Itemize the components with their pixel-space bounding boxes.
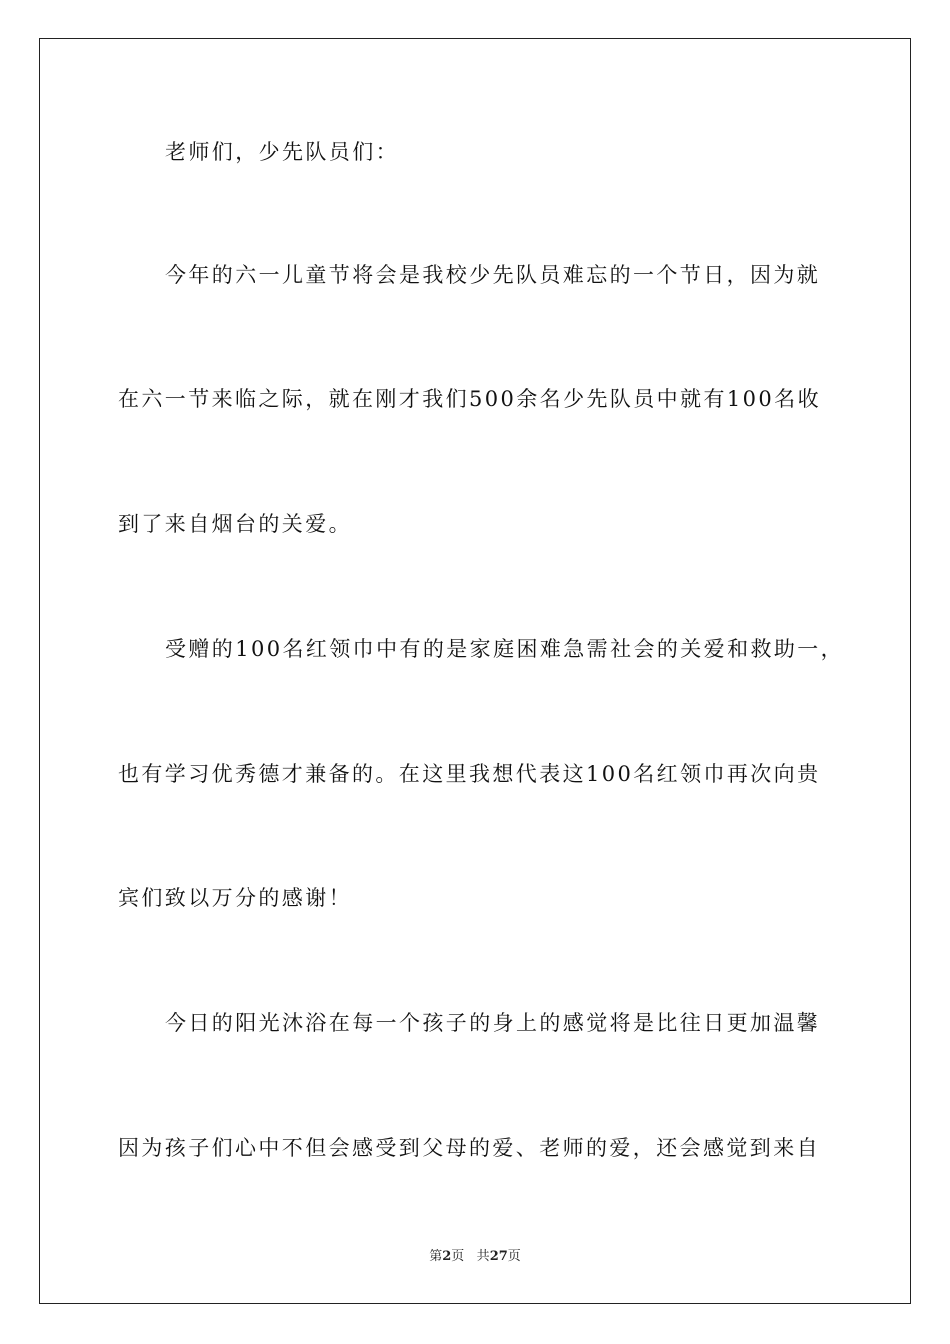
text-line-1: 老师们，少先队员们： xyxy=(165,140,399,164)
page-suffix: 页 xyxy=(451,1249,465,1264)
text-line-6: 也有学习优秀德才兼备的。在这里我想代表这100名红领巾再次向贵 xyxy=(118,762,821,786)
text-line-8: 今日的阳光沐浴在每一个孩子的身上的感觉将是比往日更加温馨 xyxy=(165,1011,821,1035)
page-number: 2 xyxy=(442,1249,452,1264)
total-pages: 27 xyxy=(489,1249,508,1264)
text-line-9: 因为孩子们心中不但会感受到父母的爱、老师的爱，还会感觉到来自 xyxy=(118,1136,820,1160)
total-suffix: 页 xyxy=(507,1249,521,1264)
text-line-7: 宾们致以万分的感谢！ xyxy=(118,886,352,910)
total-prefix: 共 xyxy=(476,1249,490,1264)
text-line-3: 在六一节来临之际，就在刚才我们500余名少先队员中就有100名收 xyxy=(118,387,821,411)
page-frame xyxy=(39,38,911,1304)
text-line-4: 到了来自烟台的关爱。 xyxy=(118,512,352,536)
text-line-5: 受赠的100名红领巾中有的是家庭困难急需社会的关爱和救助一， xyxy=(165,637,845,661)
page-footer xyxy=(0,1248,950,1266)
text-line-2: 今年的六一儿童节将会是我校少先队员难忘的一个节日，因为就 xyxy=(165,263,821,287)
page-prefix: 第 xyxy=(429,1249,443,1264)
